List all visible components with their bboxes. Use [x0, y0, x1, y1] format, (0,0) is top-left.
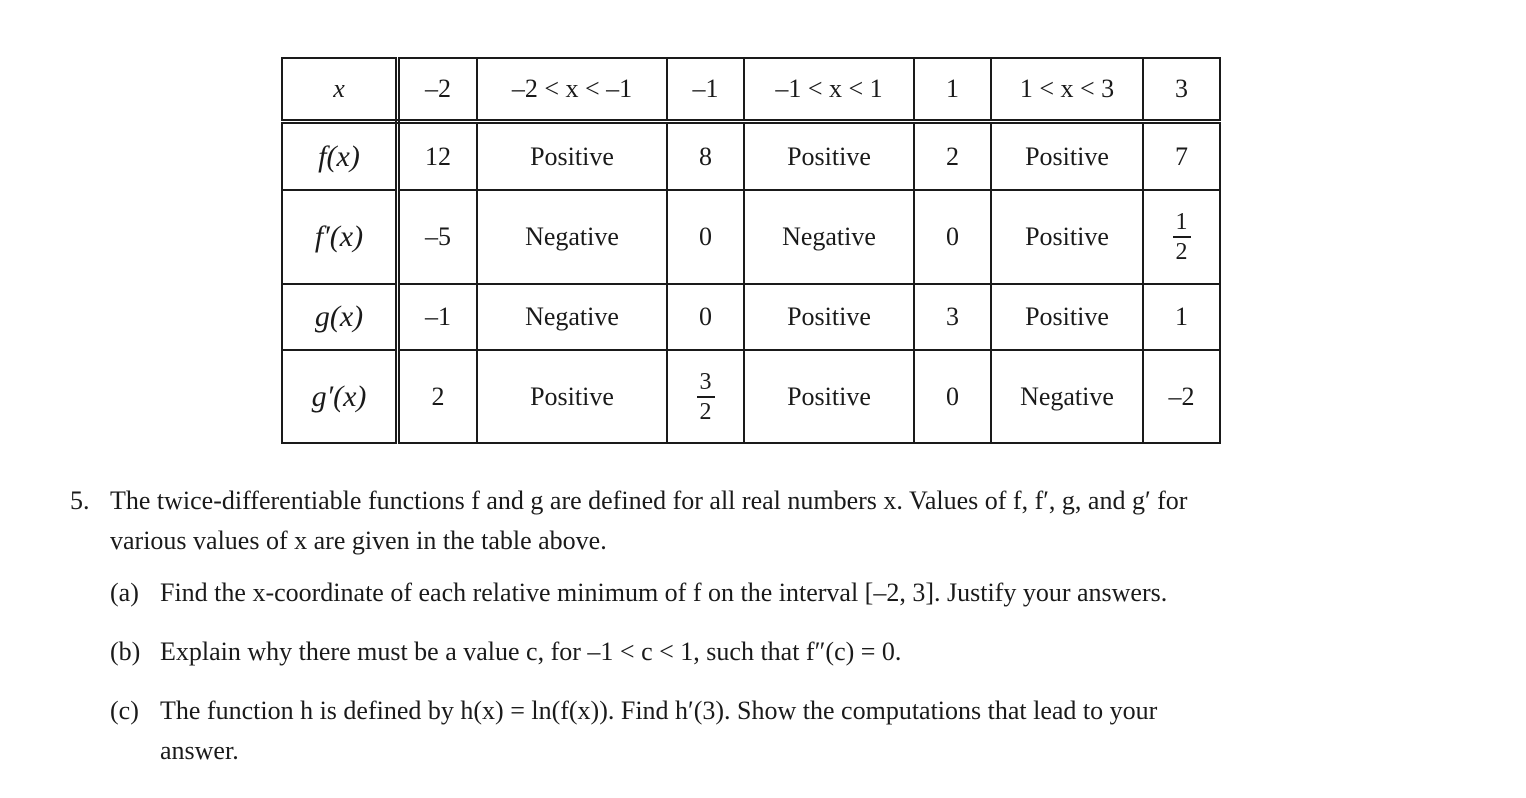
table-cell: 3 [914, 284, 991, 350]
part-c-label: (c) [110, 696, 139, 725]
table-cell: 7 [1143, 122, 1220, 191]
row-label-f-prime: f′(x) [282, 190, 398, 284]
fraction-denominator: 2 [1175, 239, 1188, 265]
table-row-f-prime [282, 190, 1220, 284]
problem-number: 5. [70, 486, 90, 515]
part-b-text: Explain why there must be a value c, for –1 < c < 1, such that f″(c) = 0. [160, 637, 902, 666]
table-cell: Negative [477, 190, 667, 284]
header-cell: 1 [914, 58, 991, 122]
fraction-denominator: 2 [699, 398, 712, 425]
table-cell: Positive [991, 284, 1143, 350]
table-cell: Positive [477, 350, 667, 443]
problem-stem-line: various values of x are given in the table above. [110, 526, 607, 555]
table-cell: Negative [991, 350, 1143, 443]
table-cell-fraction [1143, 190, 1220, 284]
part-c-text [160, 691, 1410, 771]
table-row-g [282, 284, 1220, 350]
table-cell: 0 [914, 350, 991, 443]
fraction-three-halves [697, 370, 715, 424]
header-cell: 3 [1143, 58, 1220, 122]
table-cell: –2 [1143, 350, 1220, 443]
table-cell: Negative [744, 190, 914, 284]
header-cell: –2 [398, 58, 478, 122]
values-table [281, 57, 1221, 444]
problem-stem [110, 481, 1410, 561]
table-row-g-prime [282, 350, 1220, 443]
part-a-label: (a) [110, 578, 139, 607]
table-cell: 12 [398, 122, 478, 191]
table-cell: 0 [667, 284, 744, 350]
row-label-f: f(x) [282, 122, 398, 191]
part-c-line: The function h is defined by h(x) = ln(f(x)). Find h′(3). Show the computations that lead to your [160, 696, 1158, 725]
table-header-row [282, 58, 1220, 122]
table-cell: Positive [744, 122, 914, 191]
table-cell: 2 [914, 122, 991, 191]
table-cell: Positive [991, 122, 1143, 191]
table-cell: Positive [991, 190, 1143, 284]
header-cell: –2 < x < –1 [477, 58, 667, 122]
part-c-line: answer. [160, 736, 239, 765]
table-row-f [282, 122, 1220, 191]
table-cell: 0 [914, 190, 991, 284]
header-cell: –1 [667, 58, 744, 122]
table-cell: 1 [1143, 284, 1220, 350]
table-cell: 2 [398, 350, 478, 443]
part-a-text: Find the x-coordinate of each relative minimum of f on the interval [–2, 3]. Justify your answers. [160, 578, 1168, 607]
table-cell: Positive [477, 122, 667, 191]
fraction-numerator: 1 [1173, 210, 1191, 238]
table-cell: 0 [667, 190, 744, 284]
table-cell: Positive [744, 350, 914, 443]
header-cell: 1 < x < 3 [991, 58, 1143, 122]
header-cell-x: x [282, 58, 398, 122]
table-cell-fraction [667, 350, 744, 443]
header-cell: –1 < x < 1 [744, 58, 914, 122]
fraction-one-half [1173, 210, 1191, 264]
row-label-g-prime: g′(x) [282, 350, 398, 443]
table-cell: Positive [744, 284, 914, 350]
problem-stem-line: The twice-differentiable functions f and g are defined for all real numbers x. Values of f, f′, g, and g′ for [110, 486, 1188, 515]
table-cell: 8 [667, 122, 744, 191]
part-b-label: (b) [110, 637, 141, 666]
table-cell: Negative [477, 284, 667, 350]
table-cell: –5 [398, 190, 478, 284]
table-cell: –1 [398, 284, 478, 350]
fraction-numerator: 3 [697, 370, 715, 398]
row-label-g: g(x) [282, 284, 398, 350]
